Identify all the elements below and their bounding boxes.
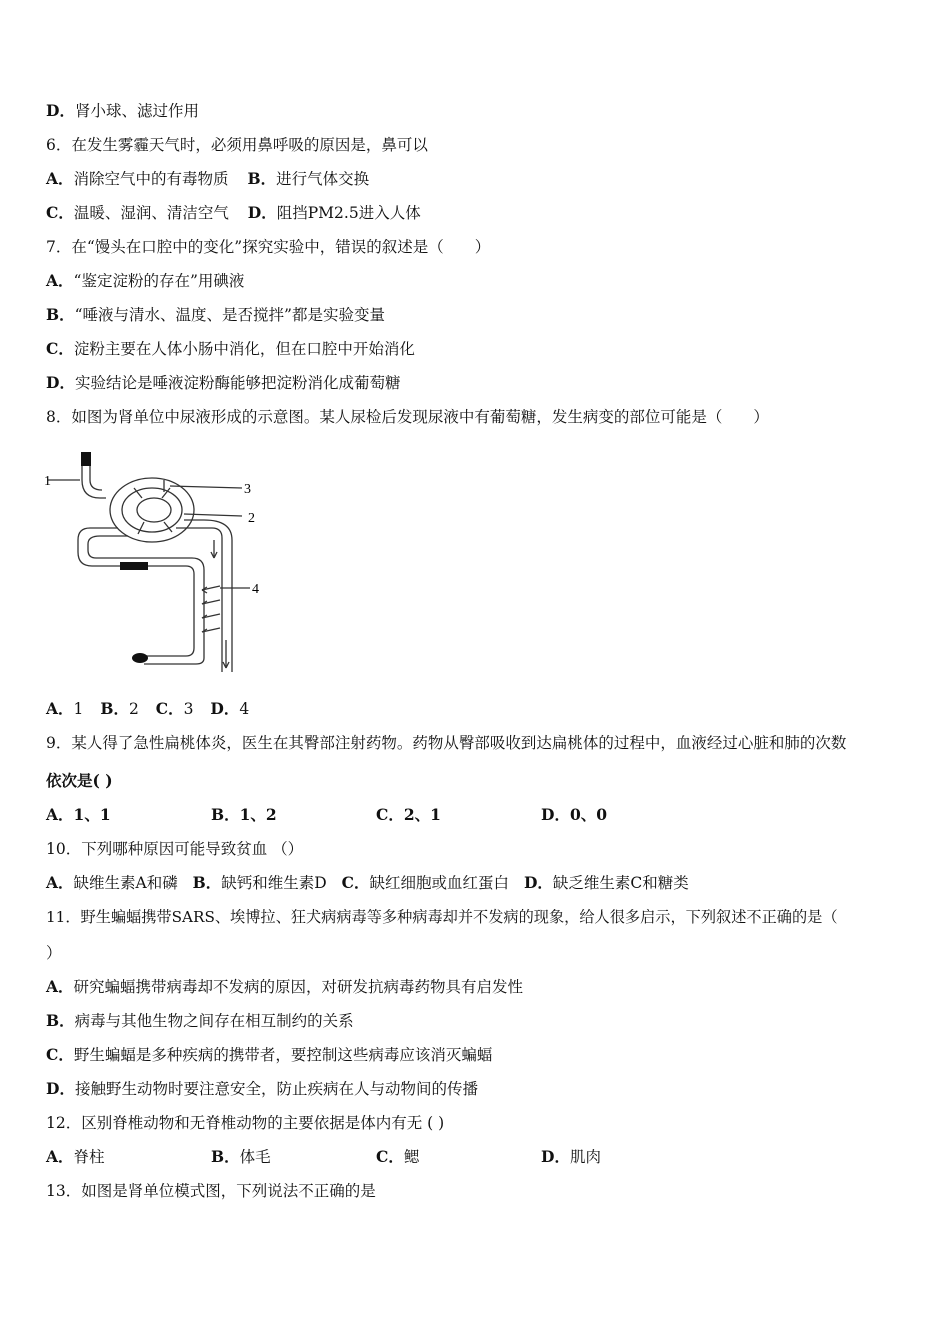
option-label: C． [46, 1045, 74, 1064]
option-text: 温暖、湿润、清洁空气 [73, 204, 229, 222]
question-11-cont: ） [46, 944, 62, 962]
option-text: 阻挡PM2.5进入人体 [276, 204, 421, 222]
q9-options [46, 804, 607, 826]
q12-options [46, 1146, 601, 1168]
q10-options [46, 872, 689, 894]
option-label: D． [247, 203, 277, 222]
option-label: B． [46, 305, 75, 324]
option-label: C． [46, 339, 74, 358]
option-label: D． [210, 699, 240, 718]
option-label: D． [46, 373, 75, 392]
label-1: 1 [44, 474, 51, 489]
option-text: 4 [239, 700, 250, 718]
option-text: 病毒与其他生物之间存在相互制约的关系 [74, 1012, 354, 1030]
q11-option-b [46, 1010, 354, 1032]
option-label: D． [541, 1147, 570, 1166]
option-label: D． [541, 805, 570, 824]
label-4: 4 [252, 582, 259, 597]
label-2: 2 [248, 511, 255, 526]
option-label: D． [46, 1079, 75, 1098]
option-text: 研究蝙蝠携带病毒却不发病的原因，对研发抗病毒药物具有启发性 [73, 978, 524, 996]
q7-option-a [46, 270, 244, 292]
option-text: 1、1 [73, 805, 111, 824]
option-text: 3 [183, 700, 194, 718]
option-text: 2、1 [403, 805, 441, 824]
question-6: 6．在发生雾霾天气时，必须用鼻呼吸的原因是，鼻可以 [46, 136, 428, 154]
label-3: 3 [244, 482, 251, 497]
question-10: 10．下列哪种原因可能导致贫血 （） [46, 840, 304, 858]
option-text: 消除空气中的有毒物质 [73, 170, 229, 188]
option-label: C． [46, 203, 74, 222]
question-11: 11．野生蝙蝠携带SARS、埃博拉、狂犬病病毒等多种病毒却并不发病的现象，给人很多启示，下列叙述不正确的是（ [46, 908, 838, 926]
option-label: B． [211, 805, 240, 824]
option-label: B． [247, 169, 277, 188]
option-text: 1、2 [239, 805, 277, 824]
option-label: D． [46, 101, 75, 120]
q6-options-ab [46, 168, 369, 190]
option-label: A． [46, 805, 74, 824]
question-12: 12．区别脊椎动物和无脊椎动物的主要依据是体内有无 ( ) [46, 1114, 445, 1132]
option-d-line [46, 100, 199, 122]
option-label: B． [46, 1011, 75, 1030]
option-label: C． [376, 805, 404, 824]
option-text: 实验结论是唾液淀粉酶能够把淀粉消化成葡萄糖 [74, 374, 401, 392]
option-text: 0、0 [569, 805, 608, 824]
option-text: 体毛 [239, 1148, 271, 1166]
option-text: 缺维生素A和磷 [73, 874, 178, 892]
option-text: 缺乏维生素C和糖类 [552, 874, 689, 892]
q11-option-d [46, 1078, 478, 1100]
option-label: B． [100, 699, 129, 718]
option-text: “鉴定淀粉的存在”用碘液 [73, 272, 245, 290]
option-text: 淀粉主要在人体小肠中消化，但在口腔中开始消化 [73, 340, 415, 358]
question-13: 13．如图是肾单位模式图，下列说法不正确的是 [46, 1182, 376, 1200]
option-label: A． [46, 977, 74, 996]
nephron-figure [44, 440, 274, 680]
q11-option-a [46, 976, 523, 998]
option-text: 2 [128, 700, 139, 718]
q7-option-b [46, 304, 385, 326]
option-text: 进行气体交换 [276, 170, 370, 188]
option-label: A． [46, 169, 74, 188]
option-text: 肌肉 [569, 1148, 601, 1166]
option-label: B． [211, 1147, 240, 1166]
question-8: 8．如图为肾单位中尿液形成的示意图。某人尿检后发现尿液中有葡萄糖，发生病变的部位可能是（ ） [46, 408, 769, 426]
option-text: 缺钙和维生素D [221, 874, 327, 892]
option-text: 鳃 [403, 1148, 420, 1166]
question-7: 7．在“馒头在口腔中的变化”探究实验中，错误的叙述是（ ） [46, 238, 491, 256]
option-label: A． [46, 271, 74, 290]
option-text: 1 [73, 700, 84, 718]
q8-options [46, 698, 249, 720]
option-label: C． [155, 699, 184, 718]
option-label: C． [376, 1147, 404, 1166]
option-text: 脊柱 [73, 1148, 105, 1166]
option-label: B． [192, 873, 222, 892]
q7-option-c [46, 338, 415, 360]
option-text: 野生蝙蝠是多种疾病的携带者，要控制这些病毒应该消灭蝙蝠 [73, 1046, 493, 1064]
option-label: C． [341, 873, 370, 892]
option-text: 肾小球、滤过作用 [74, 102, 199, 120]
option-label: A． [46, 1147, 74, 1166]
q7-option-d [46, 372, 400, 394]
question-9: 9．某人得了急性扁桃体炎，医生在其臀部注射药物。药物从臀部吸收到达扁桃体的过程中，血液经过心脏和肺的次数 [46, 734, 847, 752]
option-text: 缺红细胞或血红蛋白 [369, 874, 510, 892]
option-label: A． [46, 699, 74, 718]
q11-option-c [46, 1044, 492, 1066]
option-label: A． [46, 873, 74, 892]
option-text: 接触野生动物时要注意安全，防止疾病在人与动物间的传播 [74, 1080, 478, 1098]
option-label: D． [523, 873, 553, 892]
question-9-cont: 依次是( ) [46, 771, 113, 790]
q6-options-cd [46, 202, 421, 224]
option-text: “唾液与清水、温度、是否搅拌”都是实验变量 [74, 306, 385, 324]
